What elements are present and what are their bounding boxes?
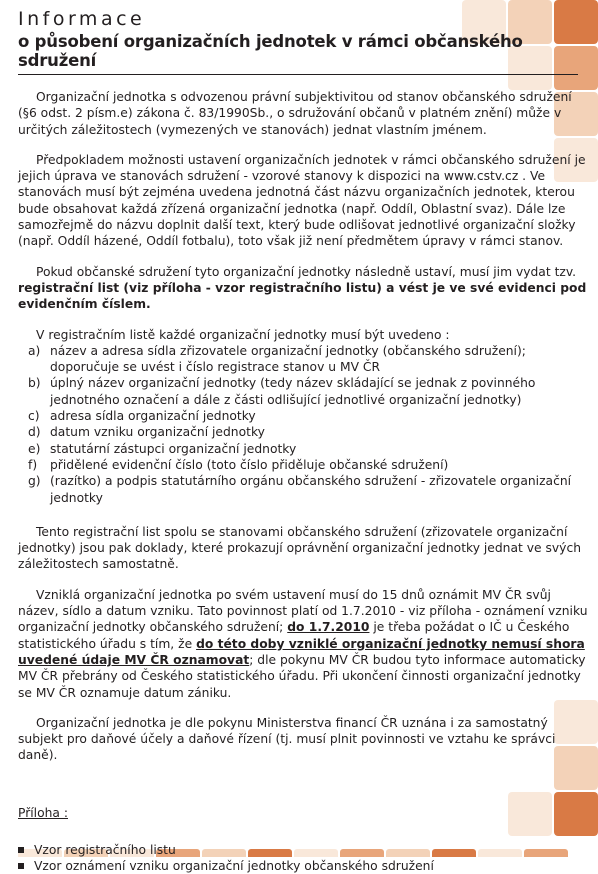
paragraph-1: Organizační jednotka s odvozenou právní subjektivitou od stanov občanského sdružení (§6 odst. 2 písm.e) zákona č. 83/1990Sb., o sdružování občanů v platném znění) může v určitých záležitostech (vymezených ve stanovách) jednat vlastním jménem. xyxy=(18,90,572,137)
list-item-text: adresa sídla organizační jednotky xyxy=(50,409,256,424)
paragraph-6-emphasis-date: do 1.7.2010 xyxy=(287,620,370,635)
paragraph-3-text: Pokud občanské sdružení tyto organizační jednotky následně ustaví, musí jim vydat tzv. xyxy=(36,264,577,279)
list-item xyxy=(18,408,590,424)
attachment-item xyxy=(18,858,590,874)
list-marker: g) xyxy=(28,474,41,489)
paragraph-5: Tento registrační list spolu se stanovami občanského sdružení (zřizovatele organizační jednotky) jsou pak doklady, které prokazují oprávnění organizační jednotky jednat ve svých záležitostech samostatně. xyxy=(18,524,581,572)
paragraph-7: Organizační jednotka je dle pokynu Ministerstva financí ČR uznána i za samostatný subjekt pro daňové účely a daňové řízení (tj. musí plnit povinnosti ve vztahu ke správci daně). xyxy=(18,715,556,763)
square-bullet-icon xyxy=(18,863,24,869)
paragraph-6-text-b: je třeba požádat o IČ u Českého statistického úřadu s tím, že xyxy=(18,620,570,651)
paragraph-6-text-a: Vzniklá organizační jednotka po svém ustavení musí do 15 dnů oznámit MV ČR svůj název, sídlo a datum vzniku. Tato povinnost platí od 1.7.2010 - viz příloha - oznámení vzniku organizační jednotky občanského sdružení; xyxy=(18,587,588,635)
list-item xyxy=(18,343,590,376)
list-item xyxy=(18,457,590,473)
list-marker: a) xyxy=(28,343,41,358)
list-item xyxy=(18,441,590,457)
list-item xyxy=(18,424,590,440)
square-bullet-icon xyxy=(18,847,24,853)
list-marker: c) xyxy=(28,409,40,424)
paragraph-6 xyxy=(18,587,590,701)
title-small: Informace xyxy=(18,8,146,30)
list-item-text: (razítko) a podpis statutárního orgánu občanského sdružení - zřizovatele organizační jednotky xyxy=(50,474,572,505)
attachments-heading: Příloha : xyxy=(18,805,68,820)
list-item xyxy=(18,473,590,506)
list-item-text: úplný název organizační jednotky (tedy název skládající se jednak z povinného jednotného označení a dále z části odlišující jednotlivé organizační jednotky) xyxy=(50,376,536,407)
paragraph-6-emphasis: do této doby vzniklé organizační jednotky nemusí shora uvedené údaje MV ČR oznamovat xyxy=(18,636,585,667)
attachment-item-text: Vzor oznámení vzniku organizační jednotky občanského sdružení xyxy=(34,858,434,873)
paragraph-3-bold: registrační list (viz příloha - vzor registračního listu) a vést je ve své evidenci pod evidenčním číslem. xyxy=(18,280,587,312)
page-title: o působení organizačních jednotek v rámci občanského sdružení xyxy=(18,32,578,75)
list-item xyxy=(18,375,590,408)
list-marker: f) xyxy=(28,457,38,472)
list-item-text: přidělené evidenční číslo (toto číslo přiděluje občanské sdružení) xyxy=(50,457,449,472)
list-item-text: datum vzniku organizační jednotky xyxy=(50,425,265,440)
list-item-text: název a adresa sídla zřizovatele organizační jednotky (občanského sdružení); doporučuje se uvést i číslo registrace stanov u MV ČR xyxy=(50,343,526,375)
paragraph-6-text-c: ; dle pokynu MV ČR budou tyto informace automaticky MV ČR přebrány od Českého statistického úřadu. Při ukončení činnosti organizační jednotky se MV ČR oznamuje datum zániku. xyxy=(18,652,586,700)
paragraph-3 xyxy=(18,264,590,313)
list-marker: d) xyxy=(28,425,41,440)
list-marker: e) xyxy=(28,441,41,456)
paragraph-2: Předpokladem možnosti ustavení organizačních jednotek v rámci občanského sdružení je jejich úprava ve stanovách sdružení - vzorové stanovy k dispozici na www.cstv.cz . Ve stanovách musí být zejména uvedena jednotná část názvu organizačních jednotek, kterou bude obsahovat každá zřízená organizační jednotka (např. Oddíl, Oblastní svaz). Dále lze samozřejmě do názvu doplnit další text, který bude odlišovat jednotlivé organizační složky (např. Oddíl házené, Oddíl fotbalu), toto však již není předmětem úpravy v rámci stanov. xyxy=(18,152,586,249)
list-item-text: statutární zástupci organizační jednotky xyxy=(50,441,297,456)
requirements-list xyxy=(18,343,590,506)
list-intro: V registračním listě každé organizační jednotky musí být uvedeno : xyxy=(36,327,450,342)
document-body xyxy=(18,8,590,874)
attachments-list xyxy=(18,842,590,874)
list-marker: b) xyxy=(28,376,41,391)
attachment-item xyxy=(18,842,590,858)
attachment-item-text: Vzor registračního listu xyxy=(34,842,176,857)
